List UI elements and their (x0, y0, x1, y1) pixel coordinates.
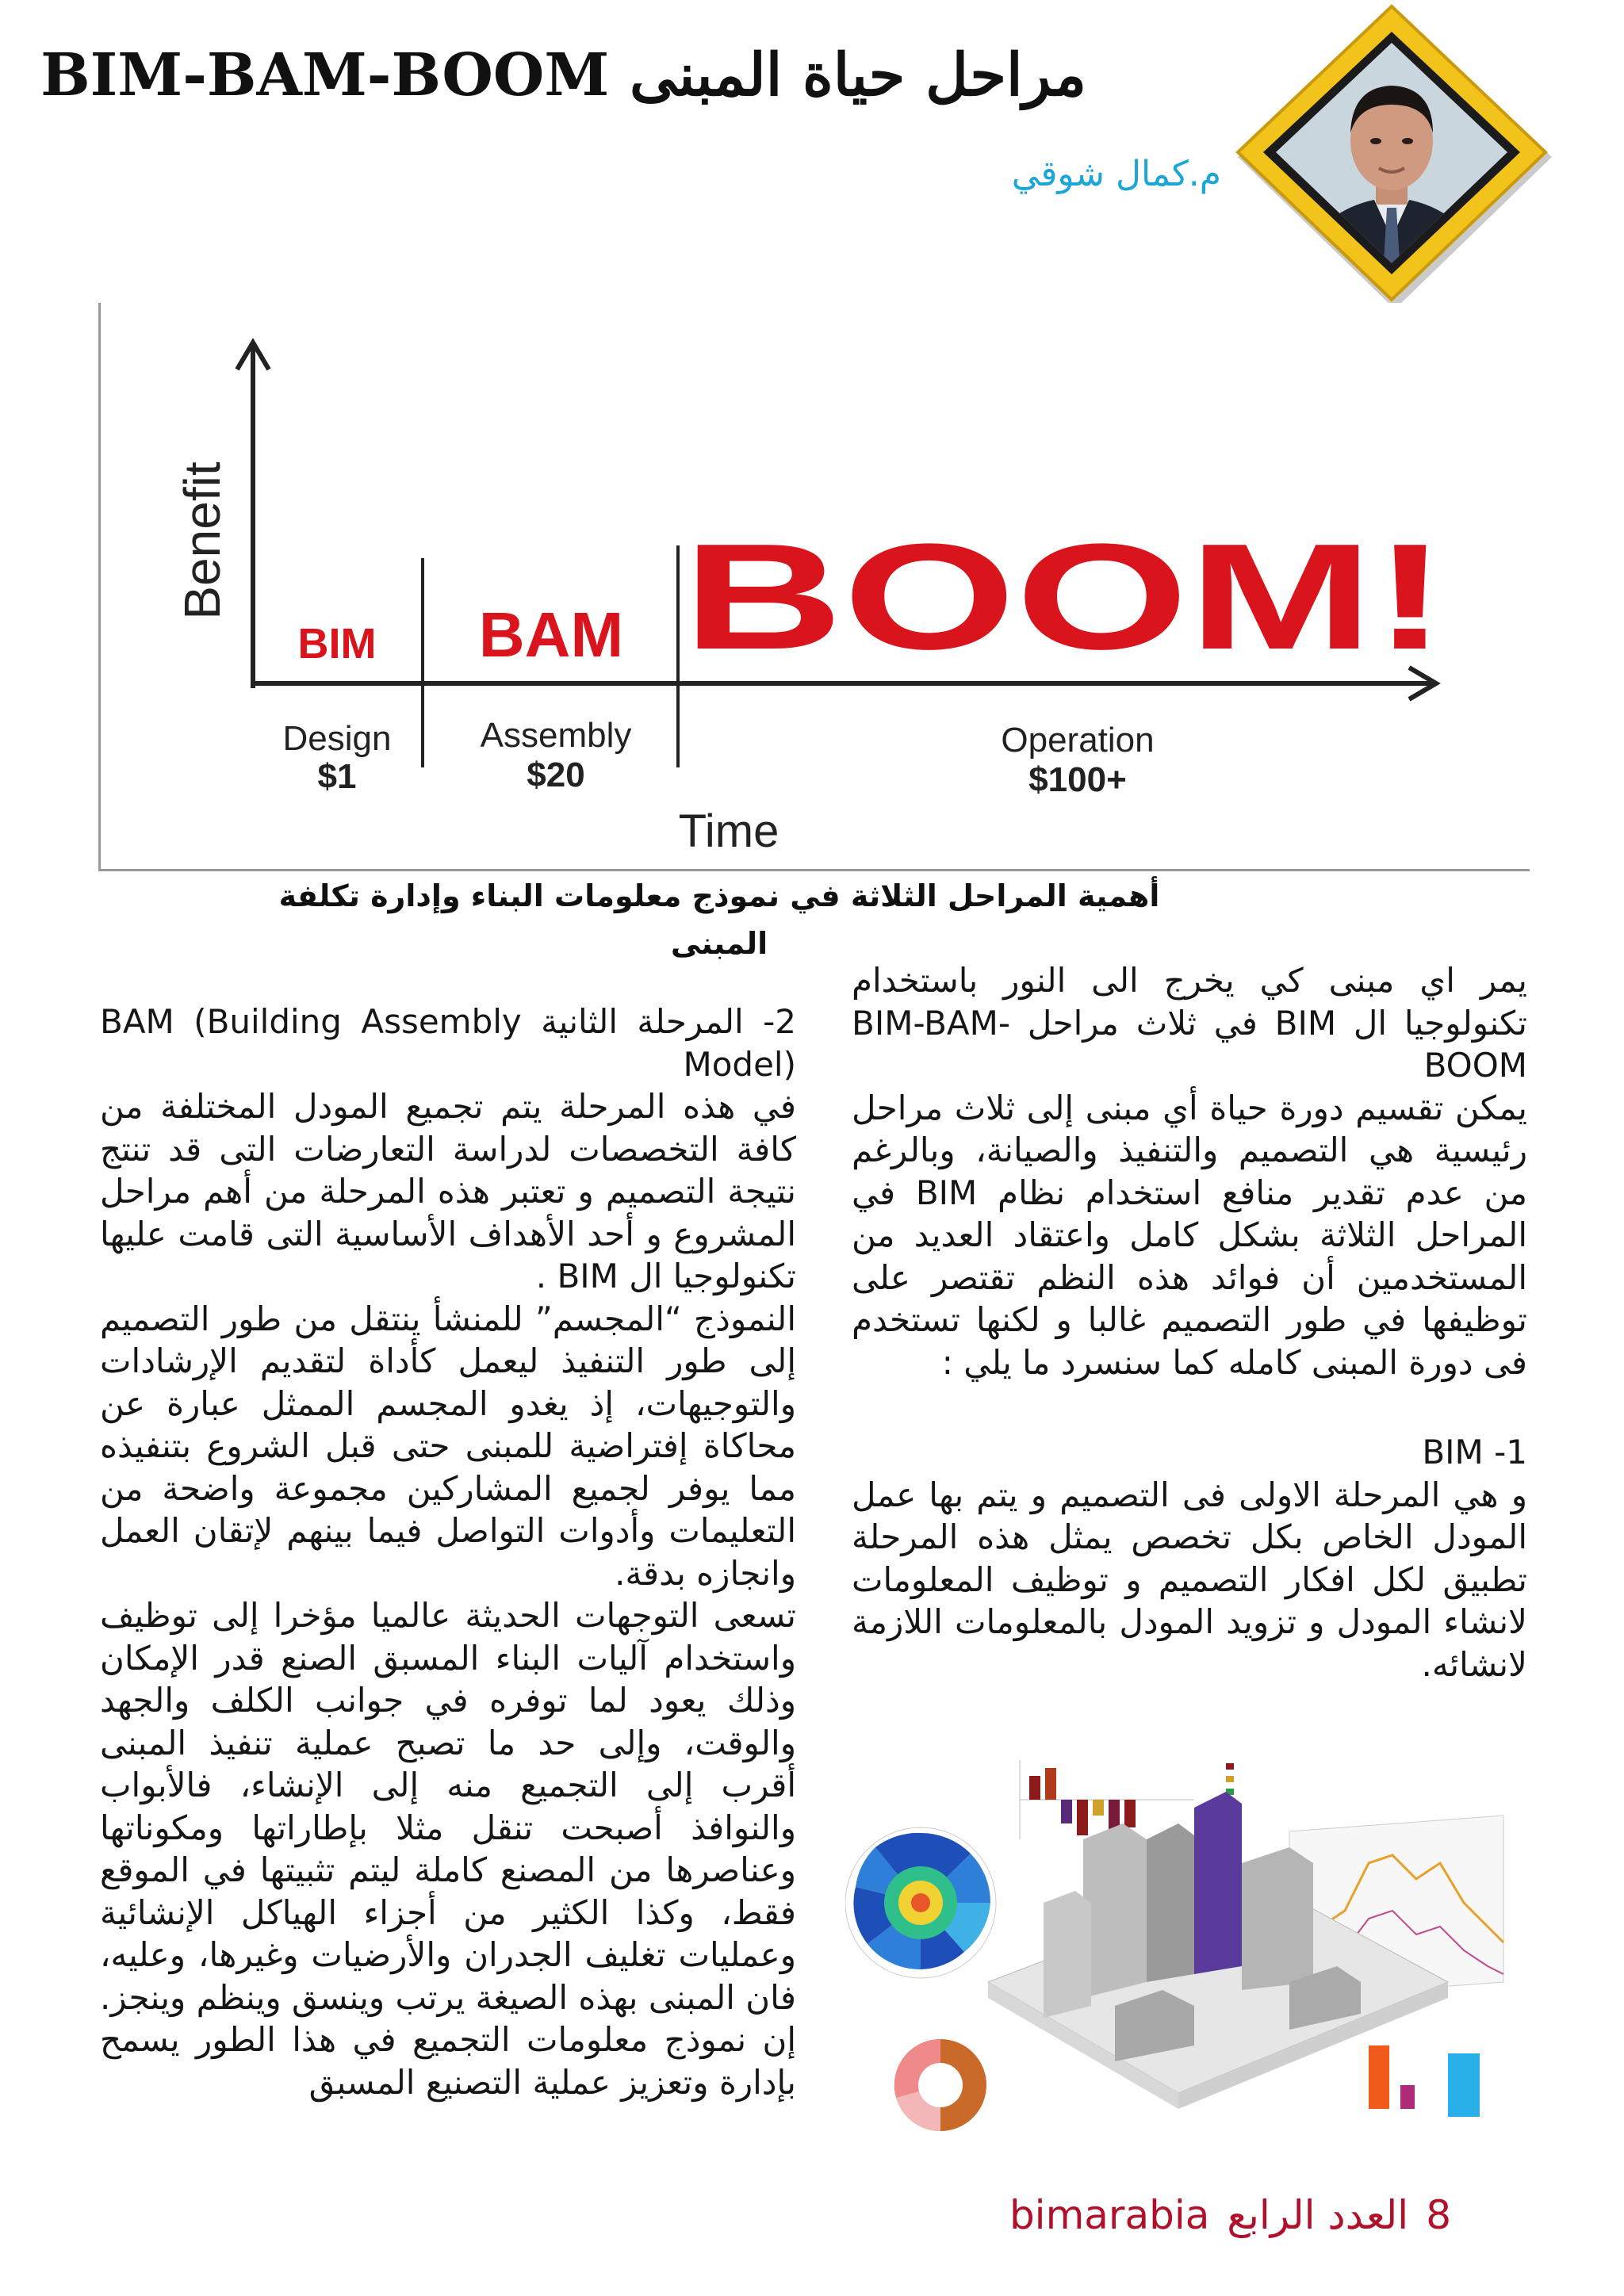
wind-rose-graphic (845, 1827, 996, 1978)
stage-cost-assembly: $20 (527, 756, 585, 794)
stage-label-assembly: Assembly (480, 716, 632, 755)
stage-label-design: Design (282, 719, 392, 758)
stage-label-operation: Operation (1001, 721, 1155, 760)
y-axis-label: Benefit (174, 461, 231, 620)
paragraph-assembly-info: إن نموذج معلومات التجميع في هذا الطور يسمح بإدارة وتعزيز عملية التصنيع المسبق (100, 2020, 796, 2102)
section1-text: و هي المرحلة الاولى فى التصميم و يتم بها عمل المودل الخاص بكل تخصص يمثل هذه المرحلة تطبيق لكل افكار التصميم و توظيف المعلومات لانشاء المودل و تزويد المودل بالمعلومات اللازمة لانشائه. (852, 1475, 1527, 1684)
figure-caption: أهمية المراحل الثلاثة في نموذج معلومات البناء وإدارة تكلفة المبنى (278, 878, 1160, 961)
page-footer (1009, 2183, 1451, 2247)
title-latin: BIM-BAM-BOOM (40, 41, 610, 109)
section1-heading: 1- BIM (1422, 1433, 1527, 1471)
diagram-svg (101, 303, 1530, 869)
title-arabic: مراحل حياة المبنى (630, 41, 1086, 109)
phase-word-bam: BAM (478, 599, 624, 670)
stage-cost-design: $1 (317, 757, 357, 796)
phase-word-boom: BOOM! (683, 513, 1447, 681)
author-portrait (1225, 0, 1558, 309)
donut-chart-graphic (894, 2039, 986, 2131)
intro-paragraph: يمر اي مبنى كي يخرج الى النور باستخدام تكنولوجيا ال BIM في ثلاث مراحل BIM-BAM-BOOM (852, 961, 1527, 1085)
paragraph-prefab: تسعى التوجهات الحديثة عالميا مؤخرا إلى توظيف واستخدام آليات البناء المسبق الصنع قدر الإمكان وذلك يعود لما توفره في جوانب الكلف والجهد والوقت، وإلى حد ما تصبح عملية تنفيذ المبنى أقرب إلى التجميع منه إلى الإنشاء، فالأبواب والنوافذ أصبحت تنقل مثلا بإطاراتها ومكوناتها وعناصرها من المصنع كاملة ليتم تثبيتها في الموقع فقط، وكذا الكثير من أجزاء الهياكل الإنشائية وعمليات تغليف الجدران والأرضيات وغيرها، وعليه، فان المبنى بهذه الصيغة يرتب وينسق وينظم وينجز. (100, 1596, 796, 2017)
phase-word-bim: BIM (297, 620, 377, 668)
right-column (852, 959, 1527, 1686)
author-name: م.كمال شوقي (1011, 154, 1221, 194)
issue-label: العدد الرابع (1227, 2192, 1409, 2238)
bim-bam-boom-diagram (98, 303, 1530, 871)
stage-cost-operation: $100+ (1028, 760, 1127, 799)
paragraph-model: النموذج “المجسم” للمنشأ ينتقل من طور التصميم إلى طور التنفيذ ليعمل كأداة لتقديم الإرشادات والتوجيهات، إذ يغدو المجسم الممثل عبارة عن محاكاة إفتراضية للمبنى حتى قبل الشروع بتنفيذه مما يوفر لجميع المشاركين مجموعة واضحة من التعليمات وأدوات التواصل فيما بينهم لإتقان العمل وانجازه بدقة. (100, 1299, 796, 1593)
energy-bars-graphic (1369, 2045, 1480, 2117)
brand-name: bimarabia (1009, 2192, 1210, 2238)
overview-paragraph: يمكن تقسيم دورة حياة أي مبنى إلى ثلاث مراحل رئيسية هي التصميم والتنفيذ والصيانة، وبالرغم من عدم تقدير منافع استخدام نظام BIM في المراحل الثلاثة بشكل كامل واعتقاد العديد من المستخدمين أن فوائد هذه النظم تقتصر على توظيفها في طور التصميم غالبا و لكنها تستخدم فى دورة المبنى كامله كما سنسرد ما يلي : (852, 1088, 1528, 1382)
left-column (100, 1001, 796, 2103)
section2-text: في هذه المرحلة يتم تجميع المودل المختلفة من كافة التخصصات لدراسة التعارضات التى قد تنتج نتيجة التصميم و تعتبر هذه المرحلة من أهم مراحل المشروع و أحد الأهداف الأساسية التى قامت عليها تكنولوجيا ال BIM . (100, 1087, 796, 1295)
page-number: 8 (1426, 2192, 1451, 2238)
section2-heading: 2- المرحلة الثانية BAM (Building Assembly Model) (100, 1002, 796, 1084)
bim-analysis-infographic (845, 1744, 1527, 2156)
x-axis-label: Time (678, 806, 779, 857)
page-title (40, 32, 1086, 119)
